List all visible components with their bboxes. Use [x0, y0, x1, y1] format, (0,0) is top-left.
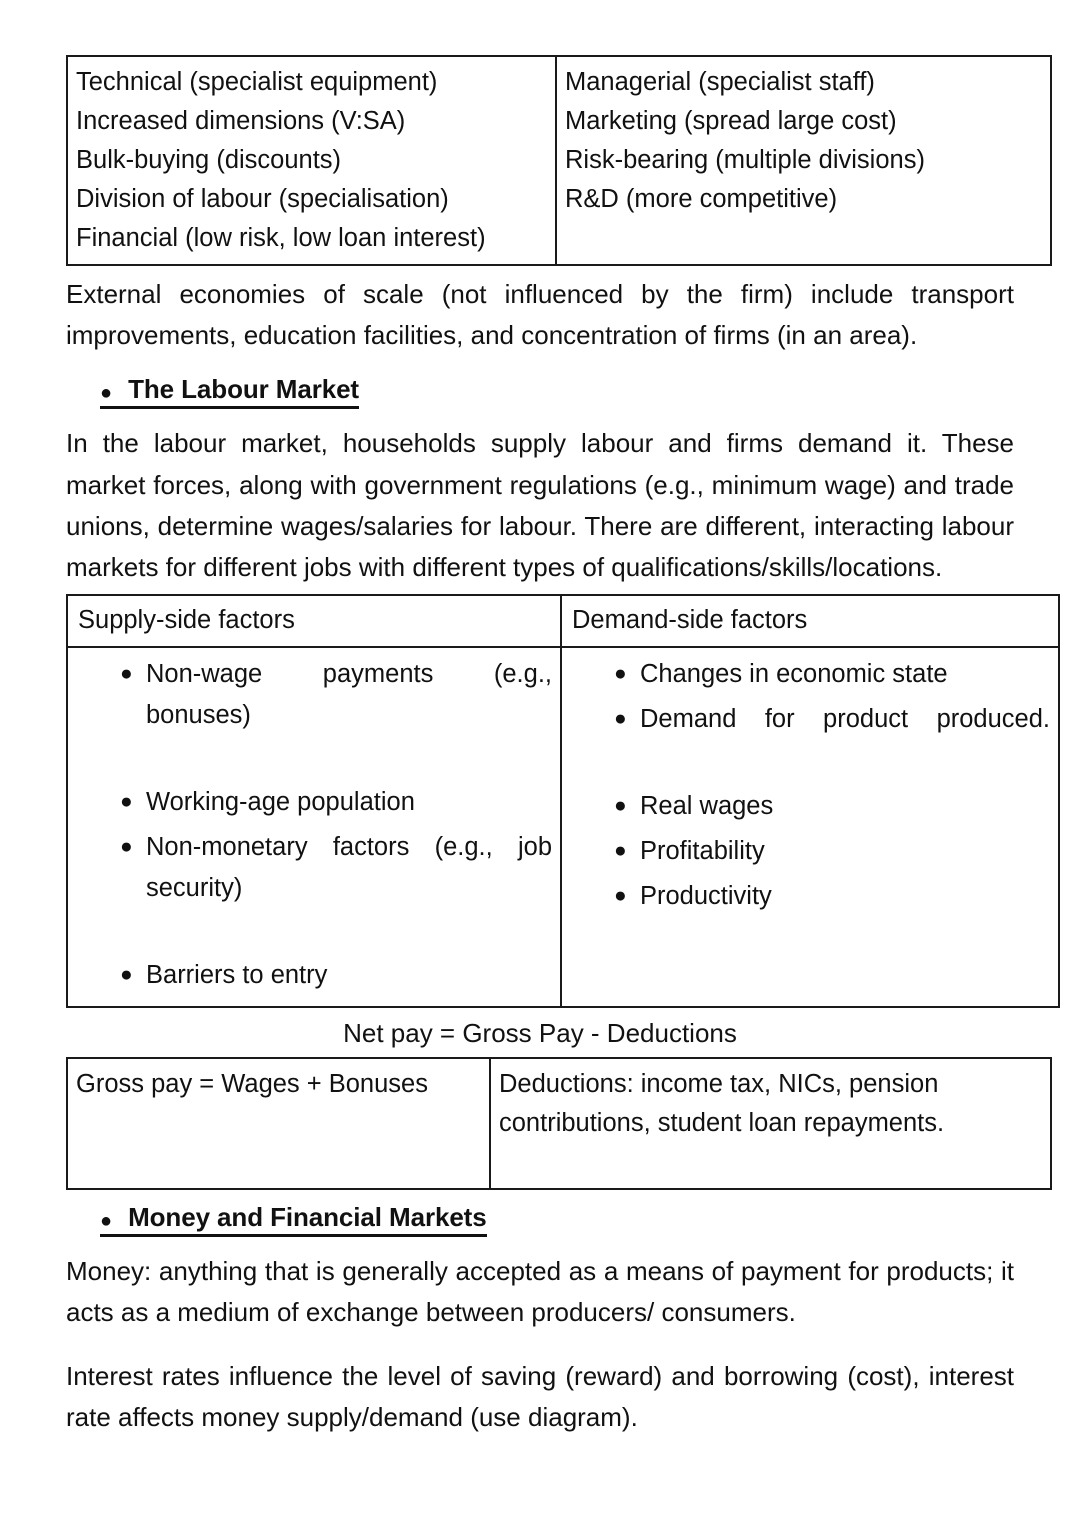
list-item [568, 831, 1050, 872]
list-item [74, 827, 552, 951]
list-item-label: Non-monetary factors (e.g., job security) [146, 832, 552, 903]
supply-side-list [74, 654, 552, 996]
list-item-label: Productivity [640, 882, 772, 911]
list-item-label: Demand for product produced. [640, 705, 1050, 734]
pay-breakdown-table [66, 1057, 1052, 1190]
eos-left-item-4: Financial (low risk, low loan interest) [76, 224, 486, 252]
eos-left-item-2: Bulk-buying (discounts) [76, 146, 342, 174]
bullet-icon: ● [614, 884, 627, 908]
demand-side-cell [561, 647, 1059, 1007]
net-pay-formula: Net pay = Gross Pay - Deductions [343, 1018, 737, 1049]
eos-right-item-2: Risk-bearing (multiple divisions) [565, 146, 925, 174]
bullet-icon: ● [614, 707, 627, 731]
economies-left-cell [67, 56, 556, 265]
list-item-label: Barriers to entry [146, 960, 328, 989]
heading-money-and-financial-markets [66, 1202, 1014, 1237]
list-item-label: Working-age population [146, 787, 415, 816]
supply-demand-factors-table [66, 594, 1060, 1008]
list-item [74, 654, 552, 778]
bullet-icon: ● [100, 382, 113, 405]
eos-right-item-0: Managerial (specialist staff) [565, 68, 875, 96]
eos-right-item-3: R&D (more competitive) [565, 185, 838, 213]
list-item-label: Non-wage payments (e.g., bonuses) [146, 659, 552, 730]
eos-right-item-1: Marketing (spread large cost) [565, 107, 897, 135]
bullet-icon: ● [120, 834, 133, 858]
demand-side-header: Demand-side factors [561, 595, 1059, 647]
supply-side-header: Supply-side factors [67, 595, 561, 647]
list-item [568, 654, 1050, 695]
money-definition-paragraph: Money: anything that is generally accepted as a means of payment for products; it acts as a medium of exchange between producers/ consumers. [66, 1256, 1014, 1328]
supply-side-cell [67, 647, 561, 1007]
list-item [568, 699, 1050, 782]
table-row [67, 1058, 1051, 1189]
economies-right-cell [556, 56, 1051, 265]
table-header-row [67, 595, 1059, 647]
list-item-label: Changes in economic state [640, 659, 948, 688]
table-row [67, 647, 1059, 1007]
page-content [66, 55, 1050, 1438]
list-item-label: Real wages [640, 791, 774, 820]
list-item [74, 782, 552, 823]
list-item [568, 786, 1050, 827]
list-item-label: Profitability [640, 836, 765, 865]
labour-market-paragraph: In the labour market, households supply labour and firms demand it. These market forces, along with government regulations (e.g., minimum wage) and trade unions, determine wages/salaries for labour. There are different, interacting labour markets for different jobs with different types of qualifications/skills/locations. [66, 428, 1014, 582]
heading-label: The Labour Market [128, 374, 359, 405]
gross-pay-cell: Gross pay = Wages + Bonuses [67, 1058, 490, 1189]
eos-left-item-3: Division of labour (specialisation) [76, 185, 449, 213]
economies-of-scale-table [66, 55, 1052, 266]
bullet-icon: ● [120, 962, 133, 986]
interest-rates-paragraph: Interest rates influence the level of saving (reward) and borrowing (cost), interest rate affects money supply/demand (use diagram). [66, 1360, 1014, 1432]
eos-left-item-1: Increased dimensions (V:SA) [76, 107, 406, 135]
deductions-cell [490, 1058, 1051, 1189]
heading-the-labour-market [66, 374, 1014, 409]
external-economies-paragraph: External economies of scale (not influenced by the firm) include transport improvements, education facilities, and concentration of firms (in an area). [66, 279, 1014, 351]
bullet-icon: ● [614, 661, 627, 685]
deductions-label: Deductions: income tax, NICs, pension contributions, student loan repayments. [499, 1070, 945, 1138]
bullet-icon: ● [614, 838, 627, 862]
bullet-icon: ● [614, 793, 627, 817]
heading-label: Money and Financial Markets [128, 1202, 487, 1233]
demand-side-list [568, 654, 1050, 918]
eos-left-item-0: Technical (specialist equipment) [76, 68, 438, 96]
table-row [67, 56, 1051, 265]
list-item [74, 955, 552, 996]
list-item [568, 876, 1050, 917]
bullet-icon: ● [120, 661, 133, 685]
bullet-icon: ● [100, 1210, 113, 1233]
bullet-icon: ● [120, 789, 133, 813]
